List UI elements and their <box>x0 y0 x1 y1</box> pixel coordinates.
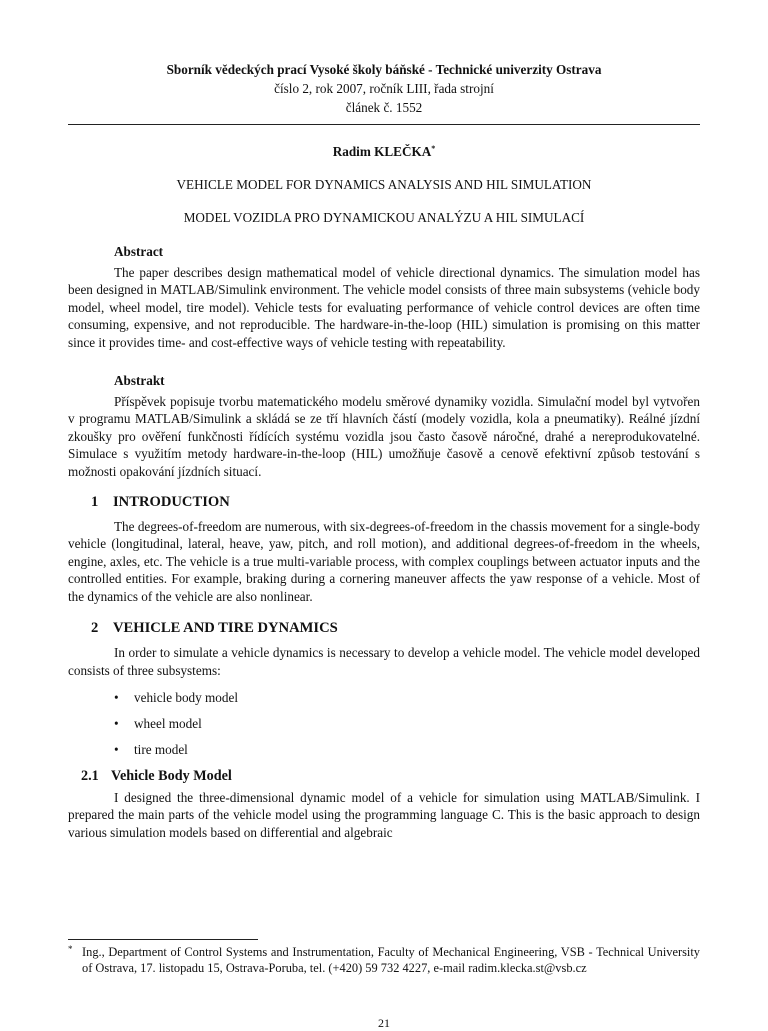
header-divider <box>68 124 700 125</box>
section-1-number: 1 <box>91 494 99 511</box>
title-english: VEHICLE MODEL FOR DYNAMICS ANALYSIS AND HIL SIMULATION <box>176 177 592 192</box>
abstrakt-heading: Abstrakt <box>114 373 165 389</box>
bullet-icon: • <box>114 741 119 757</box>
section-2-title: VEHICLE AND TIRE DYNAMICS <box>113 620 338 637</box>
list-item-label: tire model <box>134 741 188 757</box>
section-2-1-text: I designed the three-dimensional dynamic model of a vehicle for simulation using MATLAB/Simulink. I prepared the main parts of the vehicle model using the programming language C. This is the basic approach to design various simulation models based on differential and algebraic <box>68 789 700 840</box>
section-2-1-title: Vehicle Body Model <box>111 767 232 784</box>
list-item-label: vehicle body model <box>134 689 239 705</box>
section-1-text: The degrees-of-freedom are numerous, with six-degrees-of-freedom in the chassis movement for a single-body vehicle (longitudinal, lateral, heave, yaw, pitch, and roll motion), and additional degrees-of-freedom in the wheels, engine, axles, etc. The vehicle is a true multi-variable process, with complex couplings between actuator inputs and the controlled entities. For example, braking during a cornering maneuver affects the yaw response of a vehicle. Most of the dynamics of the vehicle are also nonlinear. <box>68 519 700 604</box>
journal-issue: číslo 2, rok 2007, ročník LIII, řada strojní <box>274 81 494 96</box>
author-name: Radim KLEČKA <box>332 144 432 159</box>
section-2-heading <box>91 618 700 638</box>
footnote-text: Ing., Department of Control Systems and Instrumentation, Faculty of Mechanical Engineering, VSB - Technical University of Ostrava, 17. listopadu 15, Ostrava-Poruba, tel. (+420) 59 732 4227, e-mail radim.klecka.st@vsb.cz <box>82 945 700 976</box>
page-number: 21 <box>378 1016 390 1030</box>
section-1-title: INTRODUCTION <box>113 494 230 511</box>
list-item <box>68 741 700 758</box>
section-2-number: 2 <box>91 620 99 637</box>
abstract-heading: Abstract <box>114 244 164 259</box>
title-czech: MODEL VOZIDLA PRO DYNAMICKOU ANALÝZU A HIL SIMULACÍ <box>183 210 585 225</box>
abstract-text: The paper describes design mathematical model of vehicle directional dynamics. The simulation model has been designed in MATLAB/Simulink environment. The vehicle model consists of three main subsystems (vehicle body model, wheel model, tire model). Vehicle tests for evaluating performance of vehicle control devices are often time consuming, expensive, and not reproducible. The hardware-in-the-loop (HIL) simulation is promising on this matter since it provides time- and cost-effective ways of vehicle testing with repeatability. <box>68 265 700 350</box>
subsystem-list <box>68 689 700 758</box>
list-item <box>68 689 700 706</box>
section-2-text: In order to simulate a vehicle dynamics is necessary to develop a vehicle model. The vehicle model developed consists of three subsystems: <box>68 645 700 678</box>
footnote-divider <box>68 939 258 940</box>
footnote <box>68 944 700 976</box>
author-footnote-mark: * <box>431 144 436 153</box>
section-2-1-number: 2.1 <box>81 767 99 784</box>
paper-page <box>68 60 700 841</box>
list-item <box>68 715 700 732</box>
journal-title: Sborník vědeckých prací Vysoké školy báňské - Technické univerzity Ostrava <box>166 62 602 77</box>
bullet-icon: • <box>114 715 119 731</box>
section-1-heading <box>91 492 700 512</box>
section-2-1-heading <box>81 767 700 786</box>
list-item-label: wheel model <box>134 715 202 731</box>
bullet-icon: • <box>114 689 119 705</box>
author <box>68 139 700 161</box>
article-number: článek č. 1552 <box>345 100 423 115</box>
abstrakt-text: Příspěvek popisuje tvorbu matematického modelu směrové dynamiky vozidla. Simulační model byl vytvořen v programu MATLAB/Simulink a skládá se ze tří hlavních částí (modely vozidla, kola a pneumatiky). Reálné jízdní zkoušky pro ověření funkčnosti řídících systému vozidla jsou často časově náročné, drahé a nereprodukovatelné. Simulace s využitím metody hardware-in-the-loop (HIL) umožňuje časově a cenově efektivní způsob testování s možnosti opakování jízdních situací. <box>68 394 700 479</box>
footnote-mark: * <box>68 944 73 954</box>
